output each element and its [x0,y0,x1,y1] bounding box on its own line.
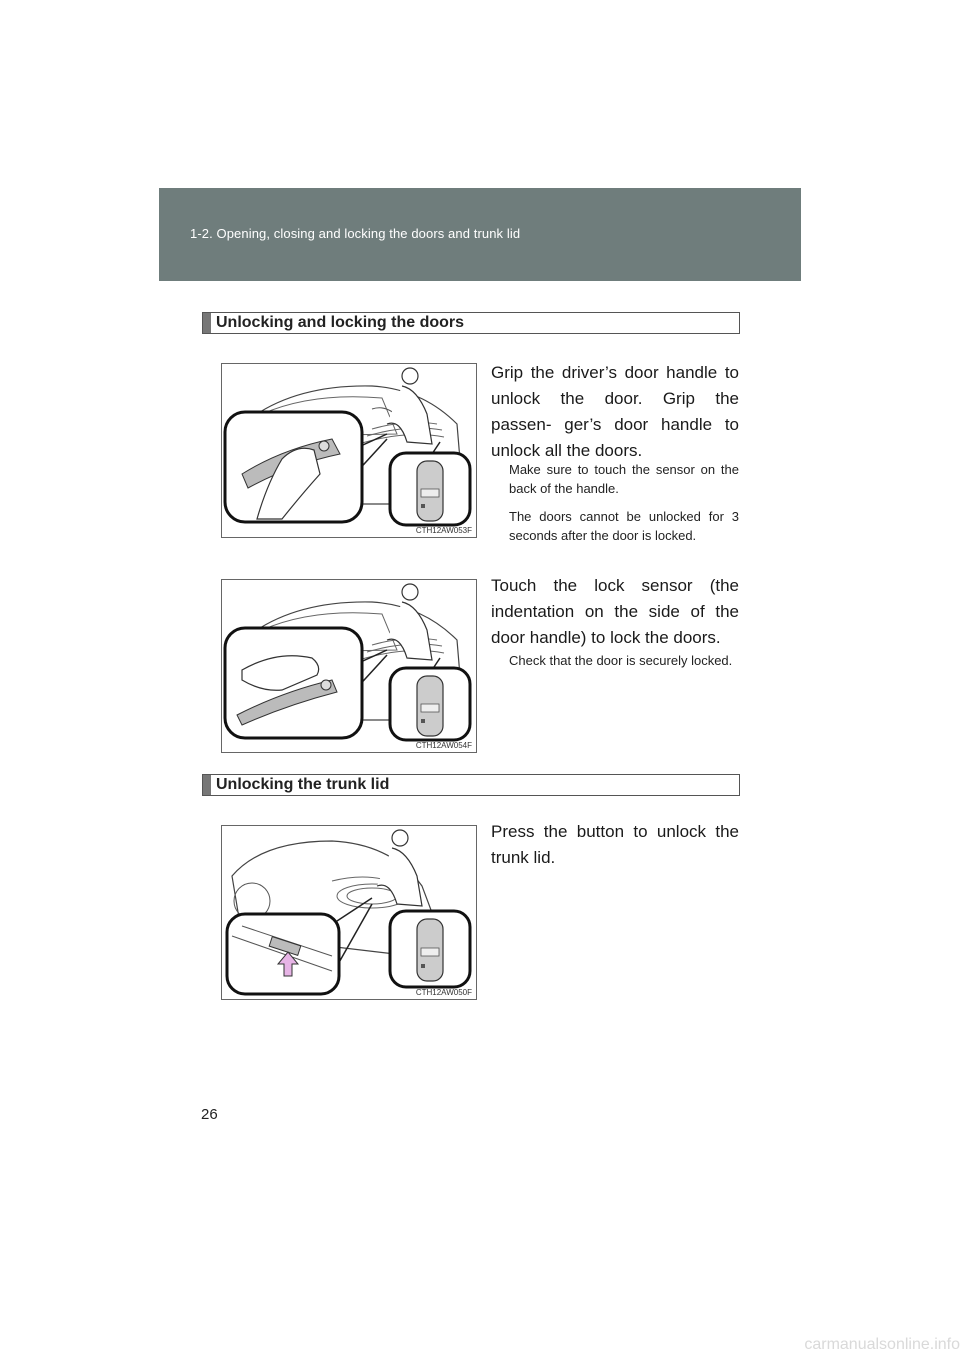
figure-code: CTH12AW054F [415,741,472,750]
note-text: Make sure to touch the sensor on the back of the handle. [509,462,739,496]
instruction-text: Touch the lock sensor (the indentation on the side of the door handle) to lock the doors. [491,576,739,647]
section-accent [203,313,211,333]
section-title: Unlocking and locking the doors [216,314,465,331]
illustration-lock-door [221,579,477,753]
illustration-unlock-door [221,363,477,538]
chapter-title: 1-2. Opening, closing and locking the doors and trunk lid [190,226,521,241]
note-text: Check that the door is securely locked. [509,653,733,668]
section-title-bar [202,312,740,334]
watermark: carmanualsonline.info [804,1336,960,1353]
chapter-header [159,188,801,281]
instruction-text: Grip the driver’s door handle to unlock the door. Grip the passen- ger’s door handle to unlock all the doors. [491,363,739,460]
car-door-illustration [222,580,476,752]
car-door-illustration [222,364,476,537]
illustration-unlock-trunk [221,825,477,1000]
instruction-text: Press the button to unlock the trunk lid. [491,822,739,867]
car-trunk-illustration [222,826,476,999]
figure-code: CTH12AW050F [415,988,472,997]
section-title-bar [202,774,740,796]
page-number: 26 [201,1106,218,1123]
section-accent [203,775,211,795]
note-text: The doors cannot be unlocked for 3 seconds after the door is locked. [509,509,739,543]
section-title: Unlocking the trunk lid [216,776,390,793]
figure-code: CTH12AW053F [415,526,472,535]
